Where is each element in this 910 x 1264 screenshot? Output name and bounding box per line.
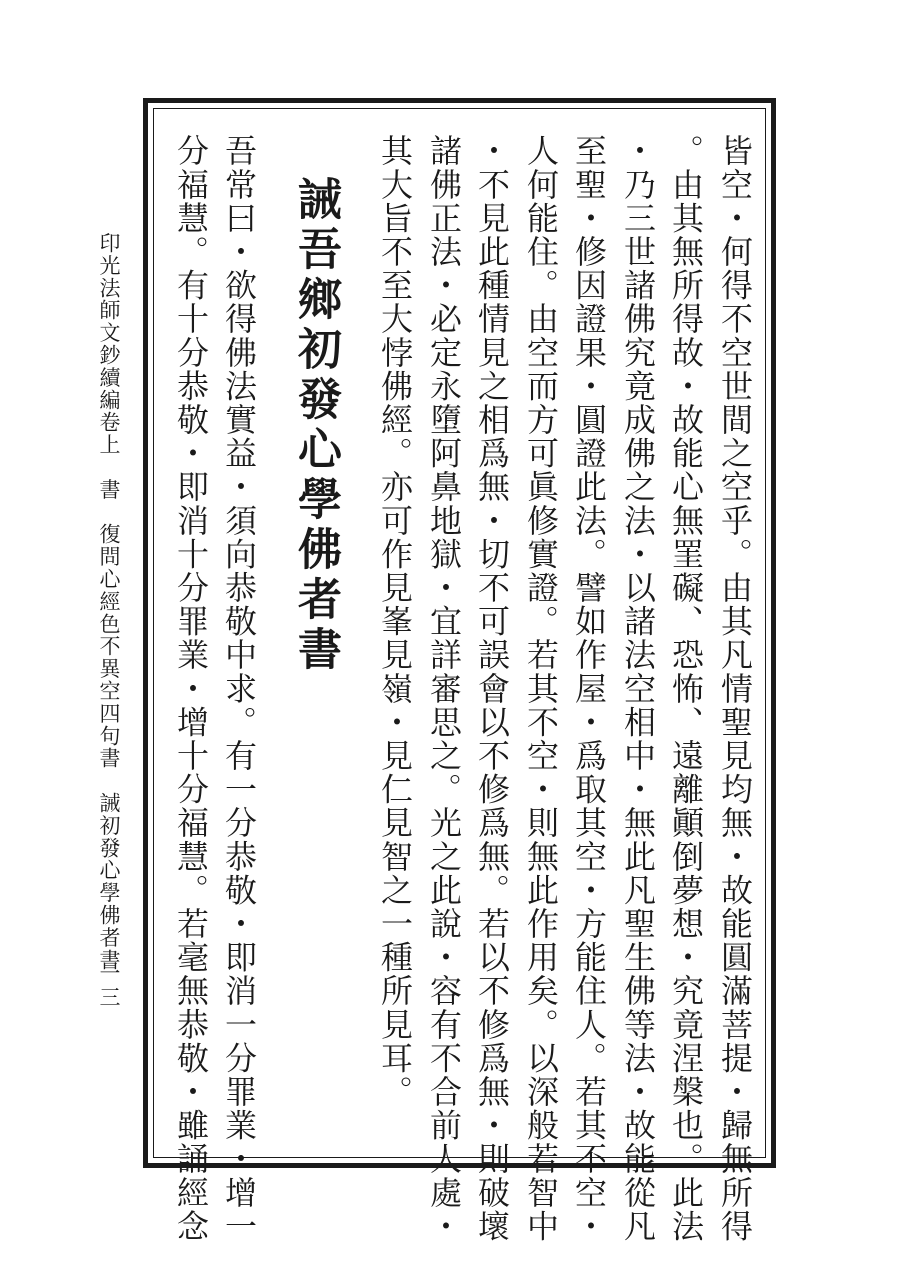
text-column-3: ・乃三世諸佛究竟成佛之法・以諸法空相中・無此凡聖生佛等法・故能從凡 [619,134,657,1243]
text-column-7: 諸佛正法・必定永墮阿鼻地獄・宜詳審思之。光之此說・容有不合前人處・ [425,134,463,1243]
running-header: 印光法師文鈔續編卷上 書 復問心經色不異空四句書 誡初發心學佛者書 [97,232,121,972]
text-column-9: 吾常曰・欲得佛法實益・須向恭敬中求。有一分恭敬・即消一分罪業・增一 [220,134,258,1243]
text-column-1: 皆空・何得不空世間之空乎。由其凡情聖見均無・故能圓滿菩提・歸無所得 [716,134,754,1243]
text-column-6: ・不見此種情見之相爲無・切不可誤會以不修爲無。若以不修爲無・則破壞 [473,134,511,1243]
text-column-5: 人何能住。由空而方可眞修實證。若其不空・則無此作用矣。以深般若智中 [522,134,560,1243]
page-number: 一三 [97,962,121,1010]
section-title: 誡吾鄉初發心學佛者書 [290,176,341,676]
text-column-8: 其大旨不至大悖佛經。亦可作見峯見嶺・見仁見智之一種所見耳。 [376,134,414,1109]
text-column-10: 分福慧。有十分恭敬・即消十分罪業・增十分福慧。若毫無恭敬・雖誦經念 [172,134,210,1243]
text-column-4: 至聖・修因證果・圓證此法。譬如作屋・爲取其空・方能住人。若其不空・ [570,134,608,1243]
text-column-2: 。由其無所得故・故能心無罣礙、恐怖、遠離顚倒夢想・究竟涅槃也。此法 [667,134,705,1243]
